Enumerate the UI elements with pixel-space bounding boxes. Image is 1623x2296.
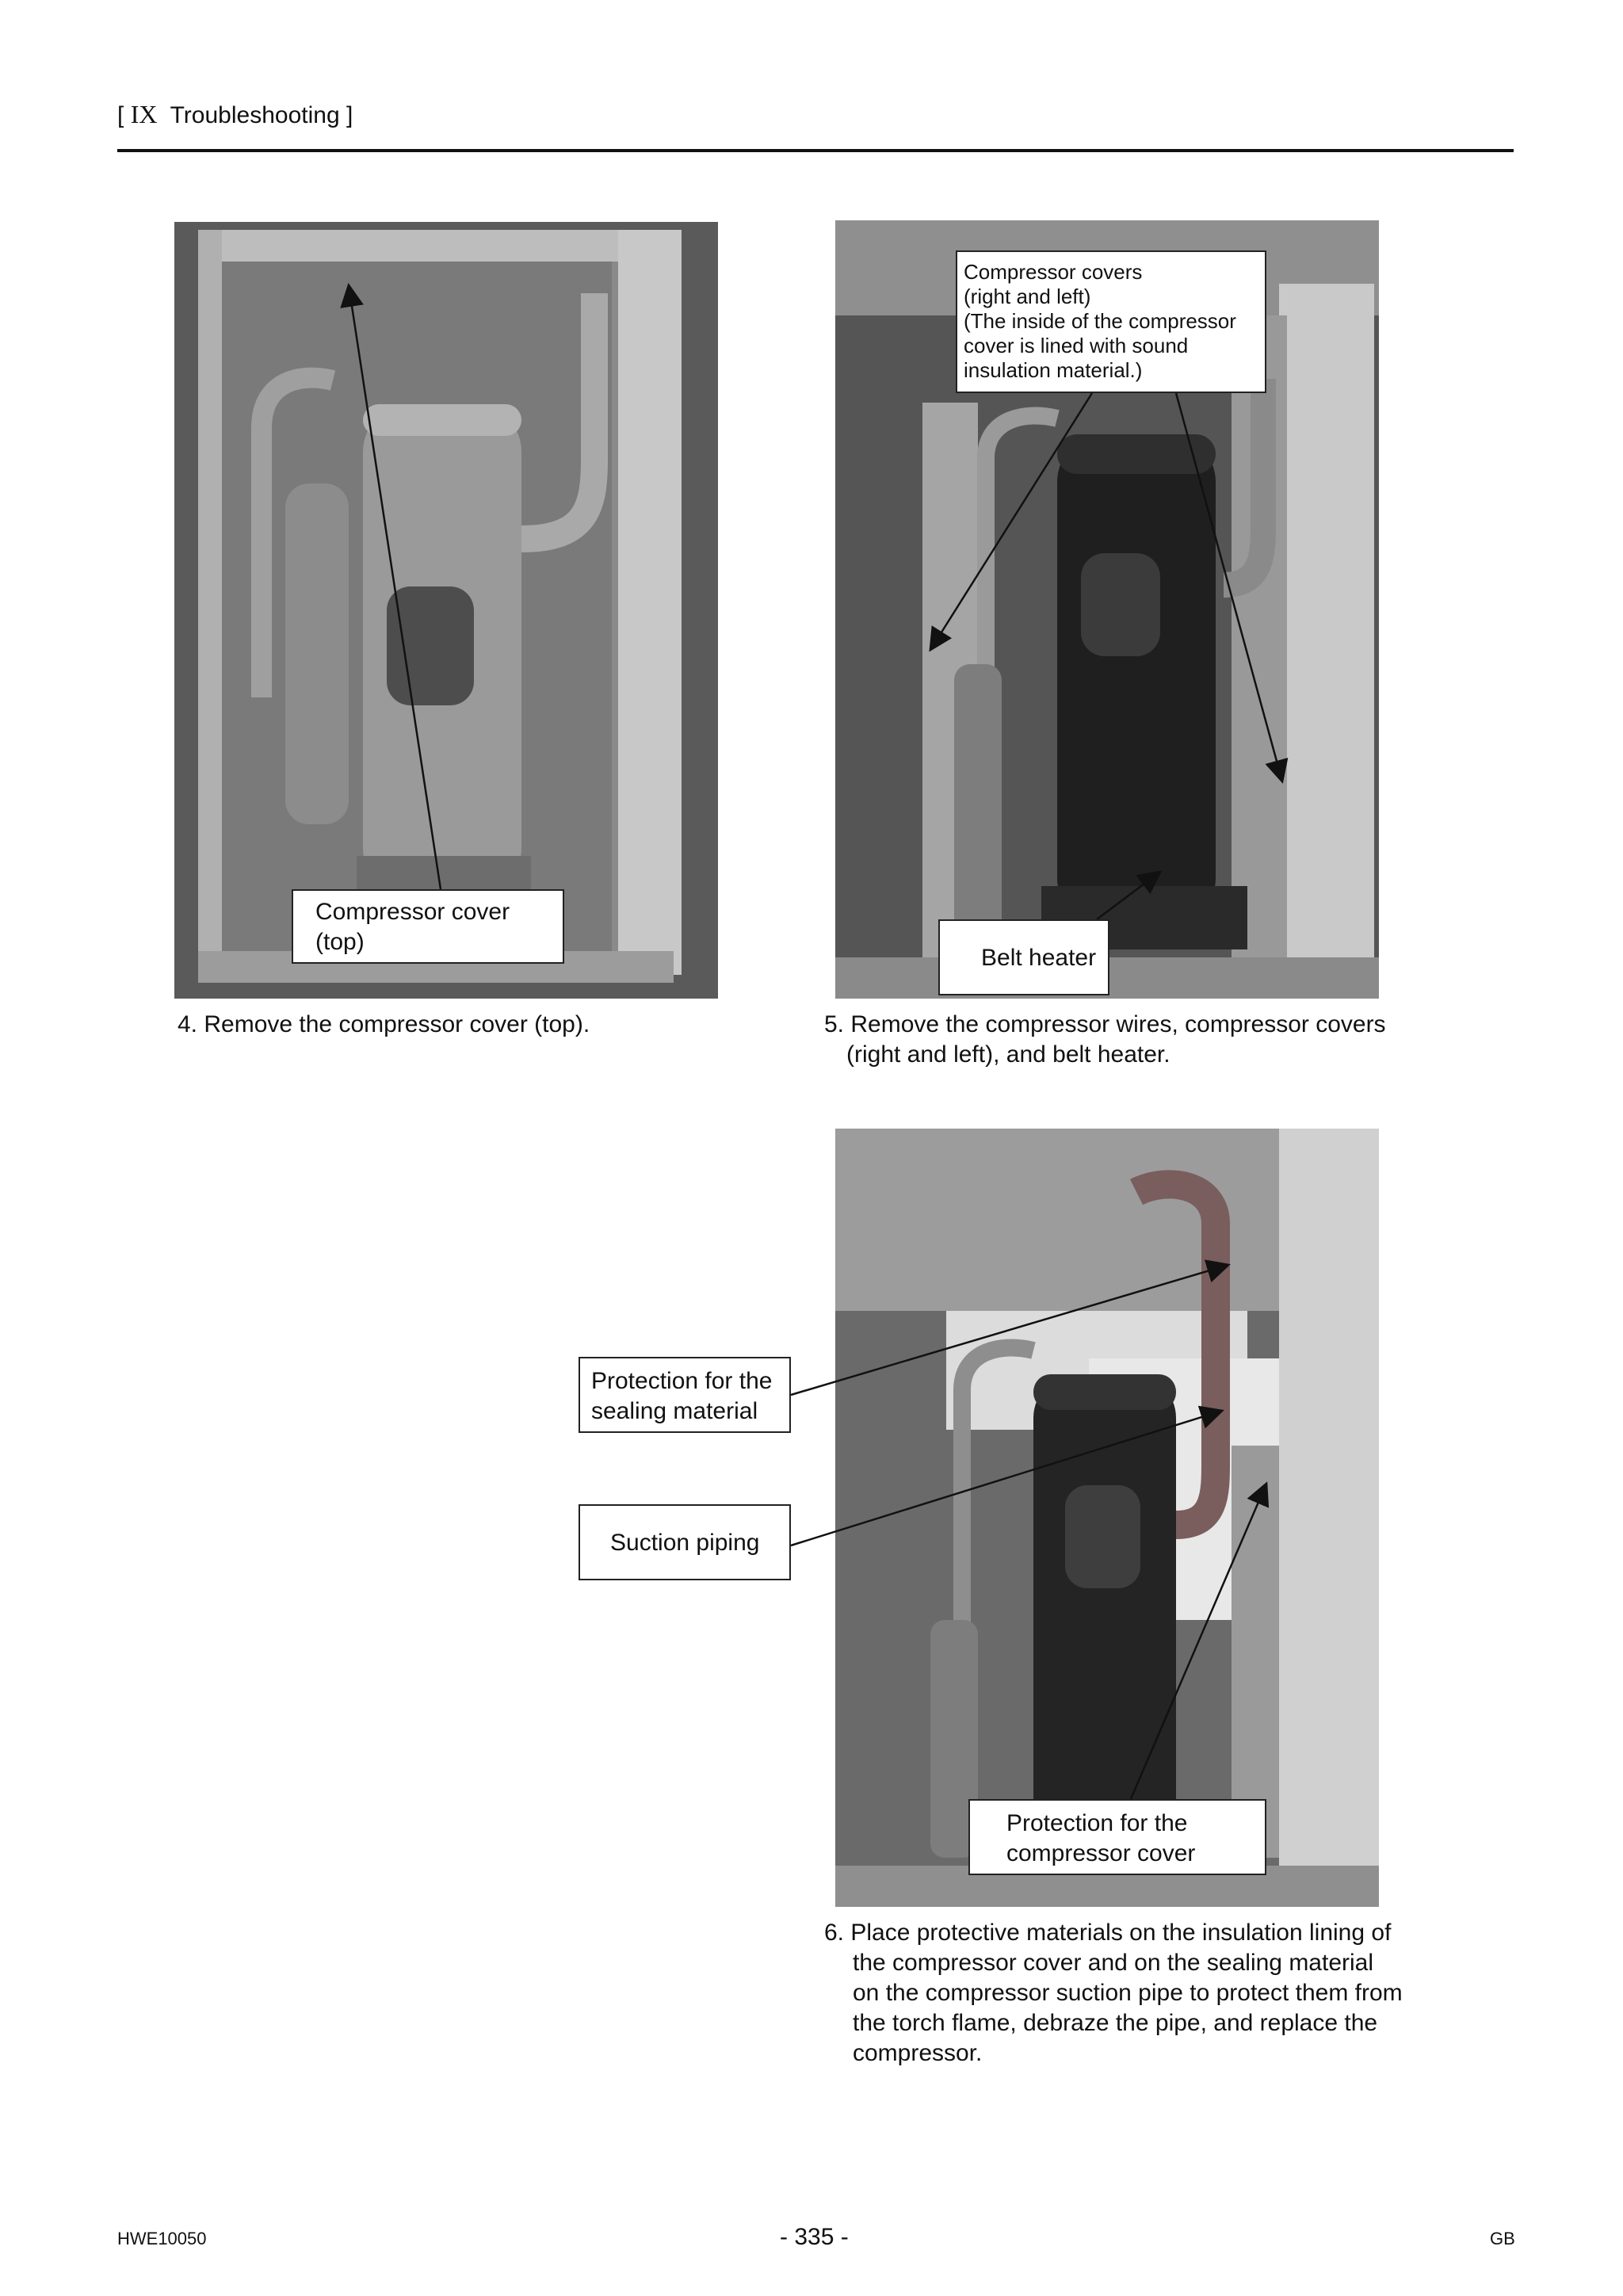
callout-line: cover is lined with sound — [964, 334, 1189, 357]
caption-line: 6. Place protective materials on the insulation lining of — [824, 1920, 1392, 1946]
caption-step-5 — [824, 1010, 1386, 1070]
callout-compressor-covers-sides — [956, 250, 1266, 393]
caption-line: 4. Remove the compressor cover (top). — [178, 1011, 590, 1037]
header-open-bracket: [ — [117, 102, 124, 128]
footer-page-number: - 335 - — [780, 2224, 849, 2250]
callout-line: Protection for the — [1006, 1810, 1188, 1836]
caption-line: the compressor cover and on the sealing material — [853, 1950, 1374, 1976]
caption-line: (right and left), and belt heater. — [846, 1041, 1170, 1068]
caption-line: 5. Remove the compressor wires, compressor covers — [824, 1011, 1386, 1037]
caption-line: on the compressor suction pipe to protect them from — [853, 1980, 1403, 2006]
footer-doc-code: HWE10050 — [117, 2229, 207, 2248]
caption-step-4 — [178, 1010, 590, 1040]
callout-line: Compressor cover — [315, 899, 510, 925]
header-close-bracket: ] — [346, 102, 353, 128]
photo-1-illustration — [174, 222, 718, 999]
callout-line: Suction piping — [610, 1530, 760, 1556]
callout-line: Protection for the — [591, 1368, 773, 1394]
callout-line: sealing material — [591, 1398, 758, 1424]
callout-line: Belt heater — [981, 945, 1097, 971]
callout-protection-compressor-cover — [968, 1799, 1266, 1875]
callout-line: (The inside of the compressor — [964, 309, 1236, 333]
callout-suction-piping — [579, 1504, 791, 1580]
page-header — [117, 100, 353, 129]
callout-line: Compressor covers — [964, 260, 1143, 284]
photo-3-illustration — [835, 1129, 1379, 1907]
photo-protective-materials — [835, 1129, 1379, 1907]
callout-line: (top) — [315, 929, 365, 955]
callout-protection-sealing-material — [579, 1357, 791, 1433]
photo-compressor-cover-top — [174, 222, 718, 999]
callout-line: (right and left) — [964, 285, 1091, 308]
callout-belt-heater — [938, 919, 1109, 995]
callout-line: compressor cover — [1006, 1840, 1196, 1866]
caption-line: compressor. — [853, 2040, 983, 2066]
callout-compressor-cover-top — [292, 889, 564, 964]
footer-region: GB — [1490, 2229, 1515, 2248]
section-numeral: IX — [130, 100, 158, 128]
section-title: Troubleshooting — [170, 102, 340, 128]
header-divider — [117, 149, 1514, 152]
caption-line: the torch flame, debraze the pipe, and replace the — [853, 2010, 1378, 2036]
callout-line: insulation material.) — [964, 358, 1143, 382]
caption-step-6 — [824, 1918, 1403, 2069]
